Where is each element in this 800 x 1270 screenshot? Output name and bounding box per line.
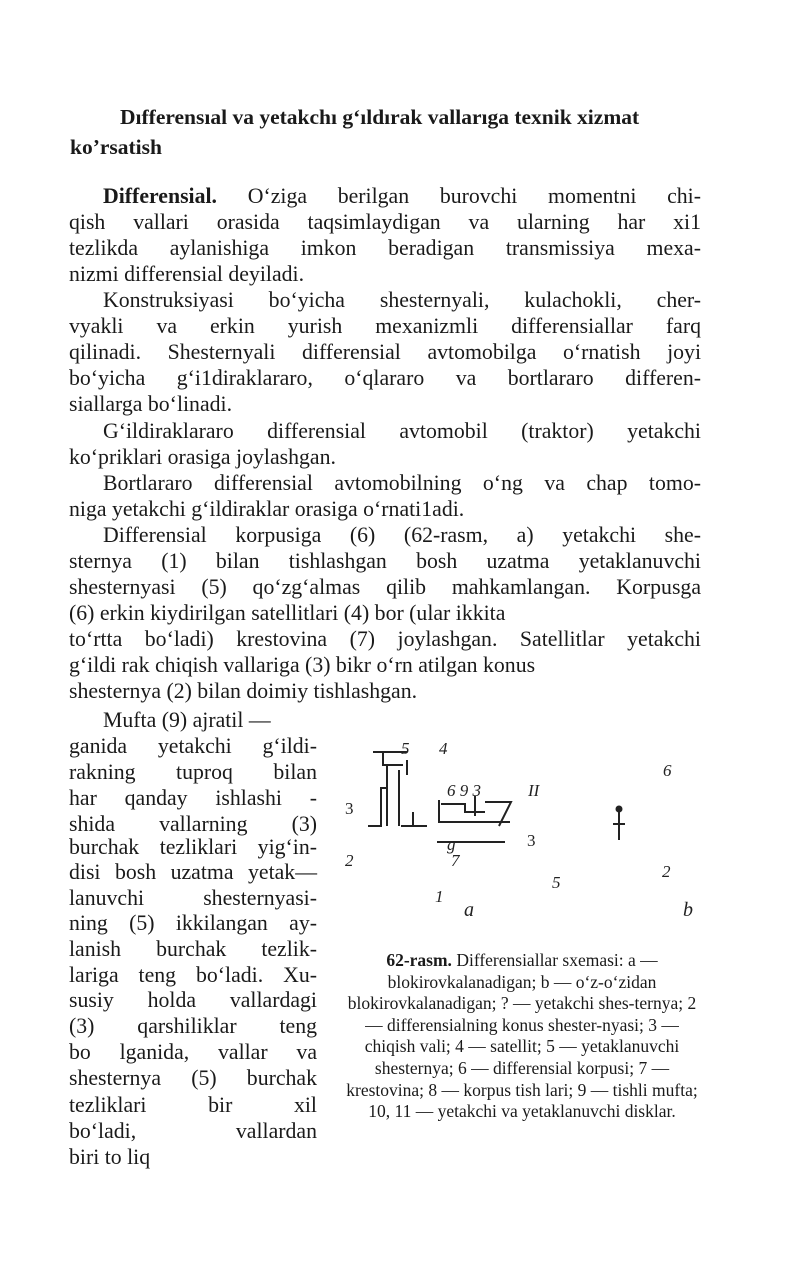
text-line: vyakli va erkin yurish mexanizmli differensiallar farq bbox=[69, 314, 701, 338]
schematic-a-lines bbox=[368, 752, 511, 842]
fig-label: 2 bbox=[345, 851, 354, 870]
text-line: sternya (1) bilan tishlashgan bosh uzatma yetaklanuvchi bbox=[69, 549, 701, 573]
text-line: Bortlararo differensial avtomobilning o‘ng va chap tomo- bbox=[103, 471, 701, 495]
fig-label: 5 bbox=[552, 873, 561, 892]
text-line: bo‘yicha g‘i1diraklararo, o‘qlararo va bortlararo differen- bbox=[69, 366, 701, 390]
text-line: siallarga bo‘linadi. bbox=[69, 392, 233, 416]
text-line: Mufta (9) ajratil — bbox=[103, 708, 271, 732]
text-line: qilinadi. Shesternyali differensial avtomobilga o‘rnatish joyi bbox=[69, 340, 701, 364]
differential-schematic-figure bbox=[335, 730, 735, 930]
fig-label: II bbox=[528, 781, 540, 800]
text-span: O‘ziga berilgan burovchi momentni chi- bbox=[217, 184, 701, 208]
text-line: ko‘priklari orasiga joylashgan. bbox=[69, 445, 336, 469]
text-line: disi bosh uzatma yetak— bbox=[69, 860, 317, 884]
text-line: (3) qarshiliklar teng bbox=[69, 1014, 317, 1038]
caption-title: 62-rasm. bbox=[386, 950, 452, 970]
fig-label: g bbox=[447, 835, 456, 854]
fig-label: 6 bbox=[663, 761, 672, 780]
fig-label: 2 bbox=[662, 862, 671, 881]
text-line: tezlikda aylanishiga imkon beradigan transmissiya mexa- bbox=[69, 236, 701, 260]
text-line: lanuvchi shesternyasi- bbox=[69, 886, 317, 910]
fig-label: 5 bbox=[401, 739, 410, 758]
text-line: shesternyasi (5) qo‘zg‘almas qilib mahkamlangan. Korpusga bbox=[69, 575, 701, 599]
text-line: (6) erkin kiydirilgan satellitlari (4) bor (ular ikkita bbox=[69, 601, 506, 625]
heading-line-1: Dıfferensıal va yetakchı g‘ıldırak vallarıga texnik xizmat bbox=[120, 105, 640, 129]
text-line: susiy holda vallardagi bbox=[69, 988, 317, 1012]
fig-label: 4 bbox=[439, 739, 448, 758]
fig-label-a: a bbox=[464, 899, 474, 921]
fig-label: 3 bbox=[345, 799, 354, 818]
text-line: g‘ildi rak chiqish vallariga (3) bikr o‘rn atilgan konus bbox=[69, 653, 536, 677]
schematic-b-lines bbox=[613, 806, 625, 840]
fig-label: 7 bbox=[451, 851, 460, 870]
text-line: Differensial korpusiga (6) (62-rasm, a) yetakchi she- bbox=[103, 523, 701, 547]
fig-label-b: b bbox=[683, 899, 693, 921]
text-line: lariga teng bo‘ladi. Xu- bbox=[69, 963, 317, 987]
figure-caption bbox=[342, 950, 702, 1123]
text-line: rakning tuproq bilan bbox=[69, 760, 317, 784]
text-line: biri to liq bbox=[69, 1145, 151, 1169]
heading-line-2: ko’rsatish bbox=[70, 135, 162, 159]
text-line: lanish burchak tezlik- bbox=[69, 937, 317, 961]
text-line: burchak tezliklari yig‘in- bbox=[69, 835, 317, 859]
text-line: tezliklari bir xil bbox=[69, 1093, 317, 1117]
text-line: shida vallarning (3) bbox=[69, 812, 317, 836]
text-line: G‘ildiraklararo differensial avtomobil (traktor) yetakchi bbox=[103, 419, 701, 443]
text-line: to‘rtta bo‘ladi) krestovina (7) joylashgan. Satellitlar yetakchi bbox=[69, 627, 701, 651]
text-line: niga yetakchi g‘ildiraklar orasiga o‘rnati1adi. bbox=[69, 497, 465, 521]
text-line: bo‘ladi, vallardan bbox=[69, 1119, 317, 1143]
text-line bbox=[103, 183, 701, 209]
term-bold: Differensial. bbox=[103, 184, 218, 208]
text-line: Konstruksiyasi bo‘yicha shesternyali, kulachokli, cher- bbox=[103, 288, 701, 312]
fig-label: 6 9 3 bbox=[447, 781, 481, 800]
text-line: ning (5) ikkilangan ay- bbox=[69, 911, 317, 935]
fig-label: 3 bbox=[527, 831, 536, 850]
text-line: shesternya (2) bilan doimiy tishlashgan. bbox=[69, 679, 418, 703]
text-line: shesternya (5) burchak bbox=[69, 1066, 317, 1090]
fig-label: 1 bbox=[435, 887, 444, 906]
caption-text: Differensiallar sxemasi: a — blokirovkalanadigan; b — o‘z-o‘zidan blokirovkalanadigan; ? — yetakchi shes-ternya; 2 — differensialning konus shester-nyasi; 3 — chiqish vali; 4 — satellit; 5 — yetaklanuvchi shesternya; 6 — differensial korpusi; 7 — krestovina; 8 — korpus tish lari; 9 — tishli mufta; 10, 11 — yetakchi va yetaklanuvchi disklar. bbox=[346, 950, 698, 1122]
text-line: har qanday ishlashi - bbox=[69, 786, 317, 810]
section-heading bbox=[70, 102, 720, 162]
text-line: qish vallari orasida taqsimlaydigan va ularning har xi1 bbox=[69, 210, 701, 234]
text-line: bo lganida, vallar va bbox=[69, 1040, 317, 1064]
text-line: ganida yetakchi g‘ildi- bbox=[69, 734, 317, 758]
text-line: nizmi differensial deyiladi. bbox=[69, 262, 305, 286]
